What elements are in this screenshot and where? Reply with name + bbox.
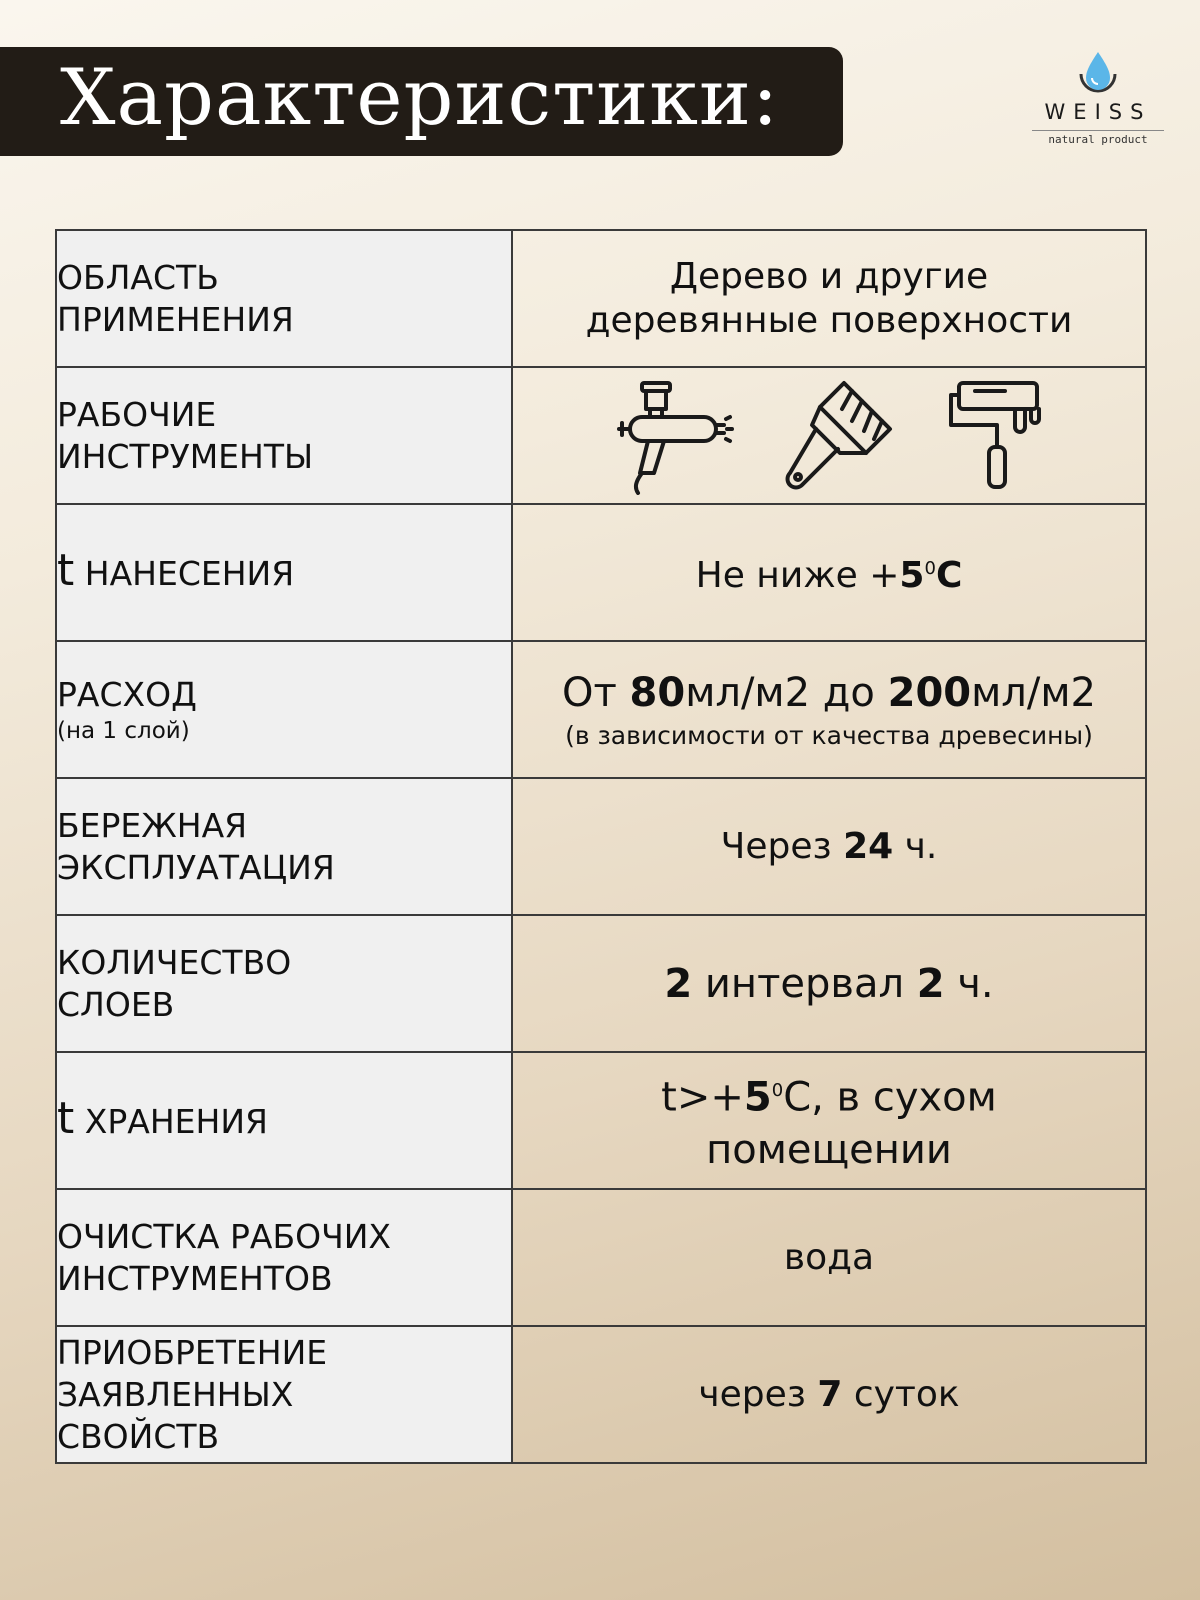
value-text: мл/м2 до [685, 669, 888, 716]
label-consumption-note: (на 1 слой) [57, 717, 190, 744]
row-label [56, 778, 512, 915]
paint-roller-icon [945, 377, 1045, 495]
water-drop-icon [1028, 48, 1168, 100]
row-label [56, 915, 512, 1052]
value-storage-line2: помещении [706, 1126, 952, 1173]
row-label [56, 1189, 512, 1326]
label-text: НАНЕСЕНИЯ [84, 554, 295, 593]
label-storage-temp [57, 1093, 511, 1144]
value-storage-line1 [513, 1065, 1145, 1123]
value-text: ч. [944, 960, 994, 1007]
degree-sup: 0 [924, 558, 936, 579]
row-label [56, 1052, 512, 1189]
value-application-temp [513, 547, 1145, 598]
value-tool-cleaning: вода [783, 1236, 875, 1278]
row-label [56, 367, 512, 504]
value-text: мл/м2 [971, 669, 1096, 716]
value-bold: 80 [629, 669, 686, 716]
value-bold: 2 [916, 960, 945, 1007]
table-row [56, 504, 1146, 641]
label-gentle-use: БЕРЕЖНАЯ ЭКСПЛУАТАЦИЯ [57, 805, 335, 887]
label-application-temp [57, 545, 511, 596]
value-properties [513, 1373, 1145, 1417]
value-bold: 7 [817, 1373, 843, 1415]
row-value [512, 367, 1146, 504]
weiss-logo [1028, 48, 1168, 148]
row-value [512, 1052, 1146, 1189]
logo-name: WEISS [1044, 100, 1152, 124]
value-gentle-use [513, 825, 1145, 869]
degree-sup: 0 [771, 1080, 784, 1102]
label-text: ХРАНЕНИЯ [84, 1102, 268, 1141]
paint-brush-icon [782, 377, 897, 495]
value-text: От [562, 669, 630, 716]
table-row [56, 778, 1146, 915]
value-bold: 2 [664, 960, 693, 1007]
table-row [56, 367, 1146, 504]
value-text: интервал [692, 960, 917, 1007]
value-text: через [698, 1373, 818, 1415]
value-bold: 5 [899, 555, 925, 596]
value-bold: 200 [887, 669, 972, 716]
row-value [512, 504, 1146, 641]
specs-table [55, 229, 1147, 1464]
value-text: С, в сухом [783, 1074, 997, 1121]
value-text: суток [842, 1373, 960, 1415]
tool-icons [513, 377, 1145, 495]
spray-gun-icon [614, 377, 734, 495]
row-value [512, 641, 1146, 778]
title-banner [0, 47, 843, 156]
t-symbol: t [57, 545, 75, 596]
table-row [56, 1052, 1146, 1189]
logo-divider [1032, 130, 1164, 131]
row-value [512, 1326, 1146, 1463]
value-text: t>+ [661, 1074, 744, 1121]
label-tools: РАБОЧИЕ ИНСТРУМЕНТЫ [57, 394, 314, 476]
row-value [512, 230, 1146, 367]
label-layers: КОЛИЧЕСТВО СЛОЕВ [57, 942, 292, 1024]
row-label [56, 1326, 512, 1463]
unit-celsius: С [935, 555, 963, 596]
row-value [512, 915, 1146, 1052]
row-value [512, 778, 1146, 915]
row-label [56, 504, 512, 641]
table-row [56, 641, 1146, 778]
page-title: Характеристики: [60, 53, 780, 143]
row-label [56, 641, 512, 778]
row-value [512, 1189, 1146, 1326]
table-row [56, 1189, 1146, 1326]
table-row [56, 915, 1146, 1052]
label-application: ОБЛАСТЬ ПРИМЕНЕНИЯ [57, 257, 294, 339]
value-application-line2: деревянные поверхности [585, 299, 1073, 341]
label-tool-cleaning: ОЧИСТКА РАБОЧИХ ИНСТРУМЕНТОВ [57, 1216, 391, 1298]
value-bold: 24 [843, 825, 894, 867]
label-consumption: РАСХОД [57, 674, 197, 714]
row-label [56, 230, 512, 367]
t-symbol: t [57, 1093, 75, 1144]
value-application-line1: Дерево и другие [669, 255, 989, 297]
value-text: Через [720, 825, 844, 867]
table-row [56, 230, 1146, 367]
value-text: ч. [893, 825, 938, 867]
value-text: Не ниже + [695, 555, 900, 596]
label-properties: ПРИОБРЕТЕНИЕ ЗАЯВЛЕННЫХ СВОЙСТВ [57, 1332, 328, 1456]
logo-tagline: natural product [1048, 133, 1148, 146]
value-layers [513, 958, 1145, 1010]
value-consumption [513, 667, 1145, 719]
table-row [56, 1326, 1146, 1463]
value-consumption-note: (в зависимости от качества древесины) [565, 720, 1093, 750]
value-bold: 5 [743, 1074, 772, 1121]
